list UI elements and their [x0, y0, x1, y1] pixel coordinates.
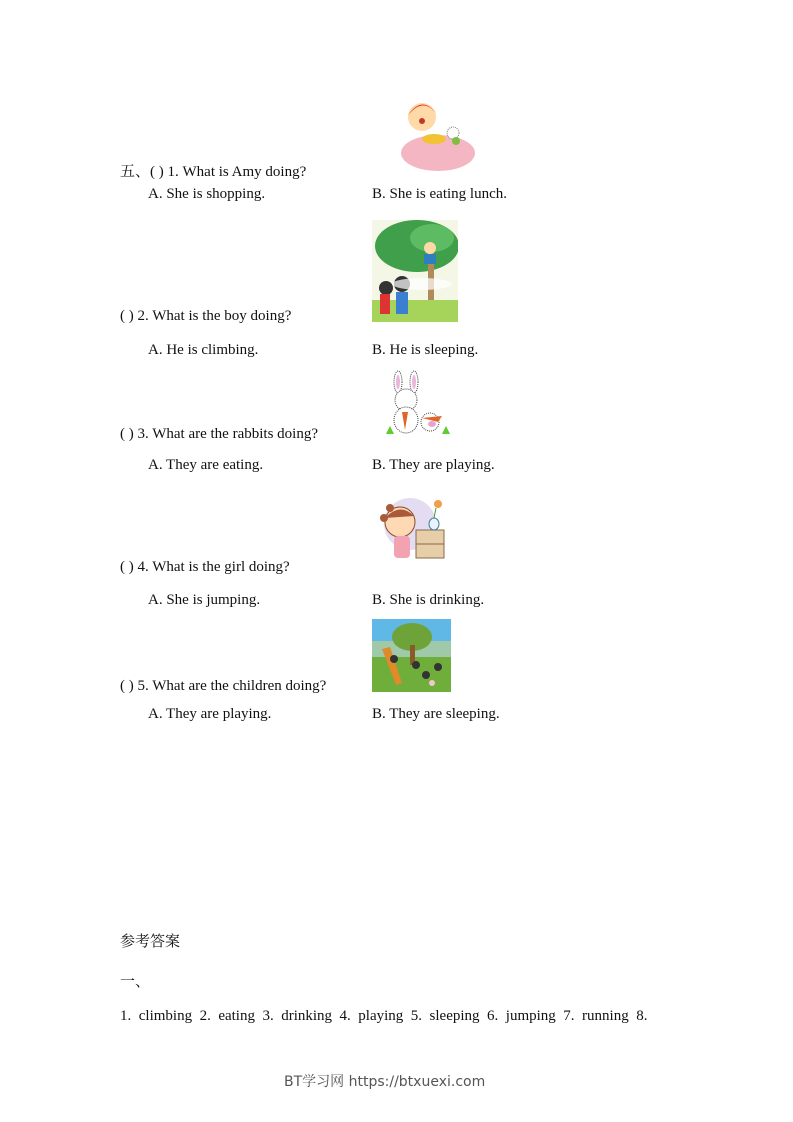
girl-eating-lunch-picture [398, 95, 478, 175]
question-4-option-a: A. She is jumping. [148, 592, 261, 608]
answers-line: 1. climbing 2. eating 3. drinking 4. playing 5. sleeping 6. jumping 7. running 8. [120, 1008, 648, 1024]
question-2-option-a: A. He is climbing. [148, 342, 259, 358]
rabbits-eating-carrots-picture [384, 370, 450, 440]
girl-drinking-picture [376, 494, 450, 568]
question-1-option-a: A. She is shopping. [148, 186, 266, 202]
question-5-stem: ( ) 5. What are the children doing? [120, 678, 327, 694]
boy-climbing-tree-picture [372, 220, 458, 322]
question-4-option-b: B. She is drinking. [372, 592, 485, 608]
question-2-stem: ( ) 2. What is the boy doing? [120, 308, 292, 324]
section-number: 五、 [120, 162, 151, 180]
question-1-option-b: B. She is eating lunch. [372, 186, 507, 202]
question-1-stem: 五、( ) 1. What is Amy doing? [120, 162, 307, 180]
question-3-stem: ( ) 3. What are the rabbits doing? [120, 426, 318, 442]
question-3-option-b: B. They are playing. [372, 457, 495, 473]
answers-part-number: 一、 [120, 972, 151, 990]
question-5-option-b: B. They are sleeping. [372, 706, 500, 722]
footer-watermark: BT学习网 https://btxuexi.com [284, 1074, 486, 1090]
question-3-option-a: A. They are eating. [148, 457, 264, 473]
question-4-stem: ( ) 4. What is the girl doing? [120, 559, 290, 575]
answers-title: 参考答案 [120, 932, 181, 950]
question-5-option-a: A. They are playing. [148, 706, 272, 722]
children-playing-park-picture [372, 619, 451, 692]
question-2-option-b: B. He is sleeping. [372, 342, 479, 358]
